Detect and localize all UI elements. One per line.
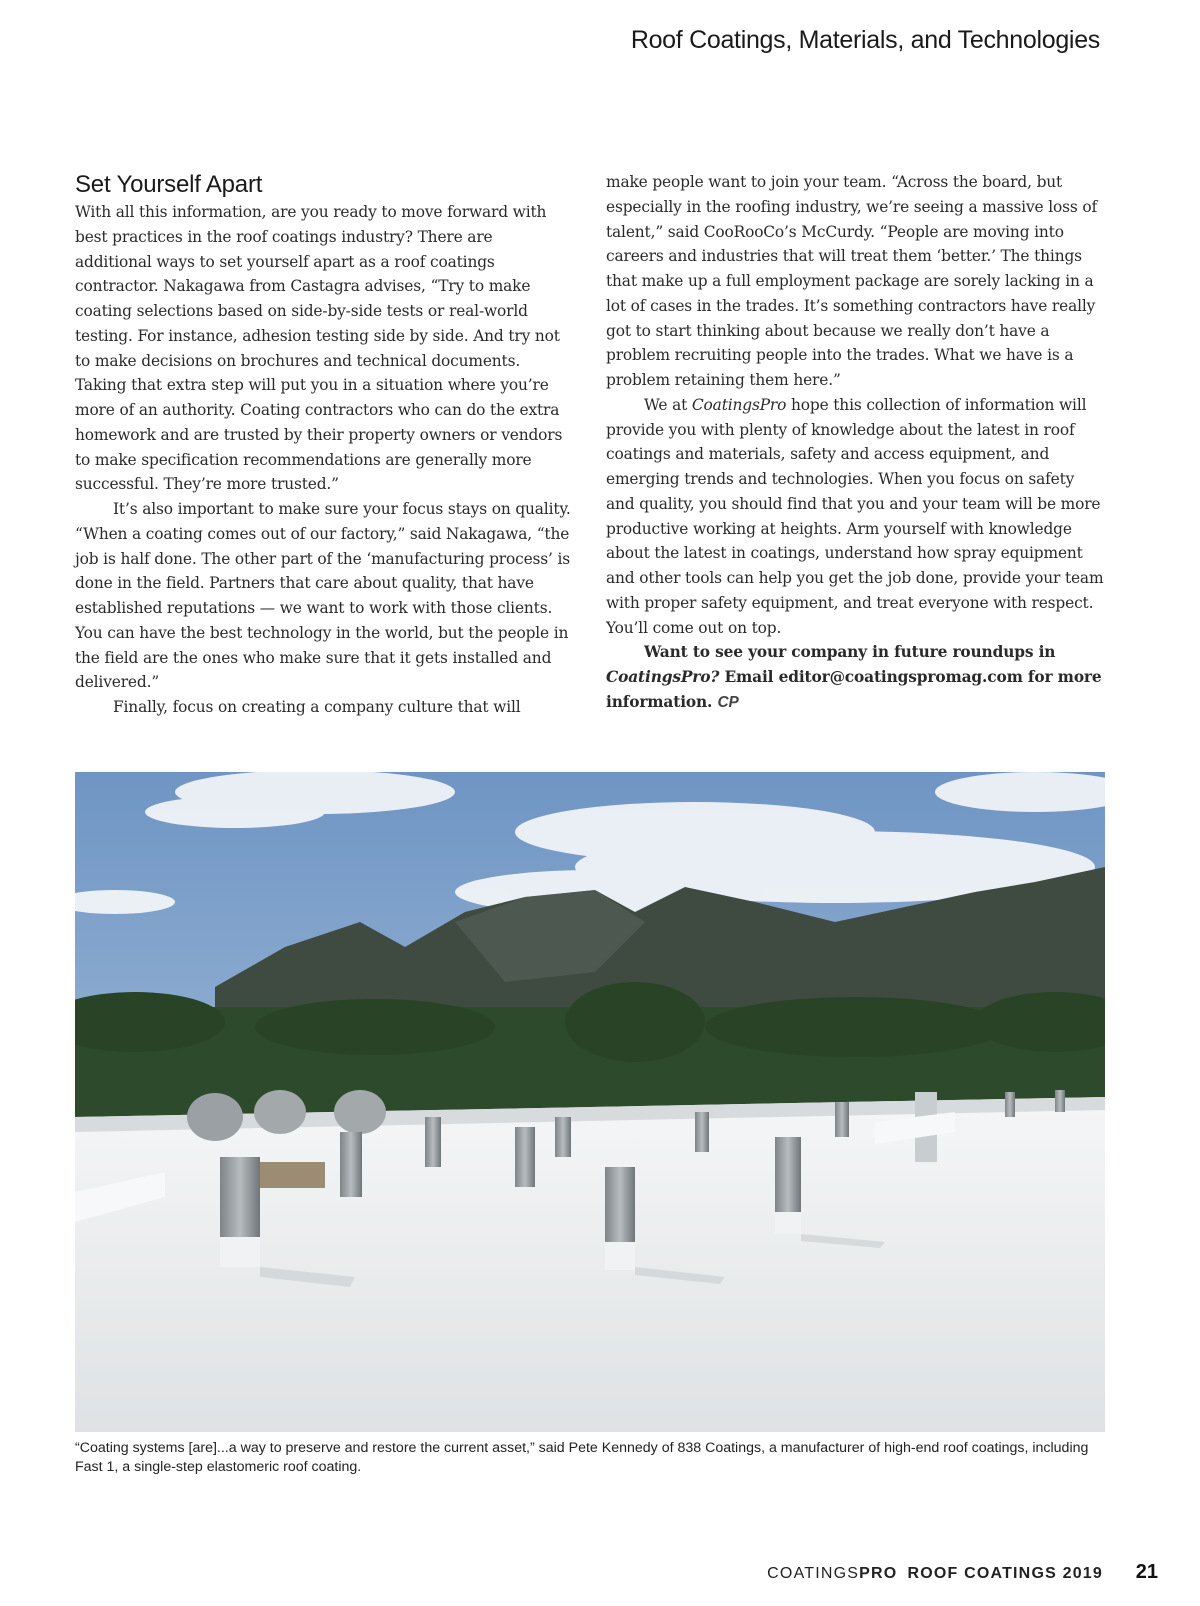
paragraph (606, 393, 1106, 641)
section-heading: Set Yourself Apart (75, 171, 263, 198)
page-number: 21 (1135, 1561, 1158, 1583)
paragraph-text: We at (644, 395, 692, 414)
rooftop-photo (75, 772, 1105, 1432)
call-to-action (606, 640, 1106, 715)
photo-caption: “Coating systems [are]...a way to preserve and restore the current asset,” said Pete Kennedy of 838 Coatings, a manufacturer of high-end roof coatings, including Fast 1, a single-step elastomeric roof coating. (75, 1440, 1089, 1475)
magazine-name: CoatingsPro (691, 395, 787, 414)
article-right-column (606, 170, 1106, 716)
paragraph: make people want to join your team. “Across the board, but especially in the roofing industry, we’re seeing a massive loss of talent,” said CooRooCo’s McCurdy. “People are moving into careers and industries that will treat them ‘better.’ The things that make up a full employment package are sorely lacking in a lot of cases in the trades. It’s something contractors have really got to start thinking about because we really don’t have a problem recruiting people into the trades. What we have is a problem retaining them here.” (606, 173, 1097, 389)
signoff-mark: CP (717, 693, 739, 711)
issue-title: ROOF COATINGS 2019 (907, 1565, 1103, 1582)
cta-text: Email editor@coatingspromag.com for more information. (606, 668, 1102, 711)
magazine-brand-light: COATINGS (767, 1565, 860, 1582)
paragraph: It’s also important to make sure your focus stays on quality. “When a coating comes out of our factory,” said Nakagawa, “the job is half done. The other part of the ‘manufacturing process’ is done in the field. Partners that care about quality, that have established reputations — we want to work with those clients. You can have the best technology in the world, but the people in the field are the ones who make sure that it gets installed and delivered.” (75, 500, 571, 692)
paragraph: Finally, focus on creating a company culture that will (113, 698, 521, 716)
paragraph: With all this information, are you ready to move forward with best practices in the roof coatings industry? There are additional ways to set yourself apart as a roof coatings contractor. Nakagawa from Castagra advises, “Try to make coating selections based on side-by-side tests or real-world testing. For instance, adhesion testing side by side. And try not to make decisions on brochures and technical documents. Taking that extra step will put you in a situation where you’re more of an authority. Coating contractors who can do the extra homework and are trusted by their property owners or vendors to make specification recommendations are generally more successful. They’re more trusted.” (75, 203, 563, 494)
magazine-brand-bold: PRO (859, 1565, 898, 1582)
cta-magazine-name: CoatingsPro? (606, 668, 720, 686)
article-left-column (75, 170, 573, 720)
running-head: Roof Coatings, Materials, and Technologies (630, 26, 1100, 54)
rooftop-photo-illustration (75, 772, 1105, 1432)
paragraph-text: hope this collection of information will provide you with plenty of knowledge about the latest in roof coatings and materials, safety and access equipment, and emerging trends and technologies. When you focus on safety and quality, you should find that you and your team will be more productive working at heights. Arm yourself with knowledge about the latest in coatings, understand how spray equipment and other tools can help you get the job done, provide your team with proper safety equipment, and treat everyone with respect. You’ll come out on top. (606, 395, 1104, 637)
running-footer (767, 1565, 1103, 1583)
cta-text: Want to see your company in future roundups in (644, 643, 1056, 662)
